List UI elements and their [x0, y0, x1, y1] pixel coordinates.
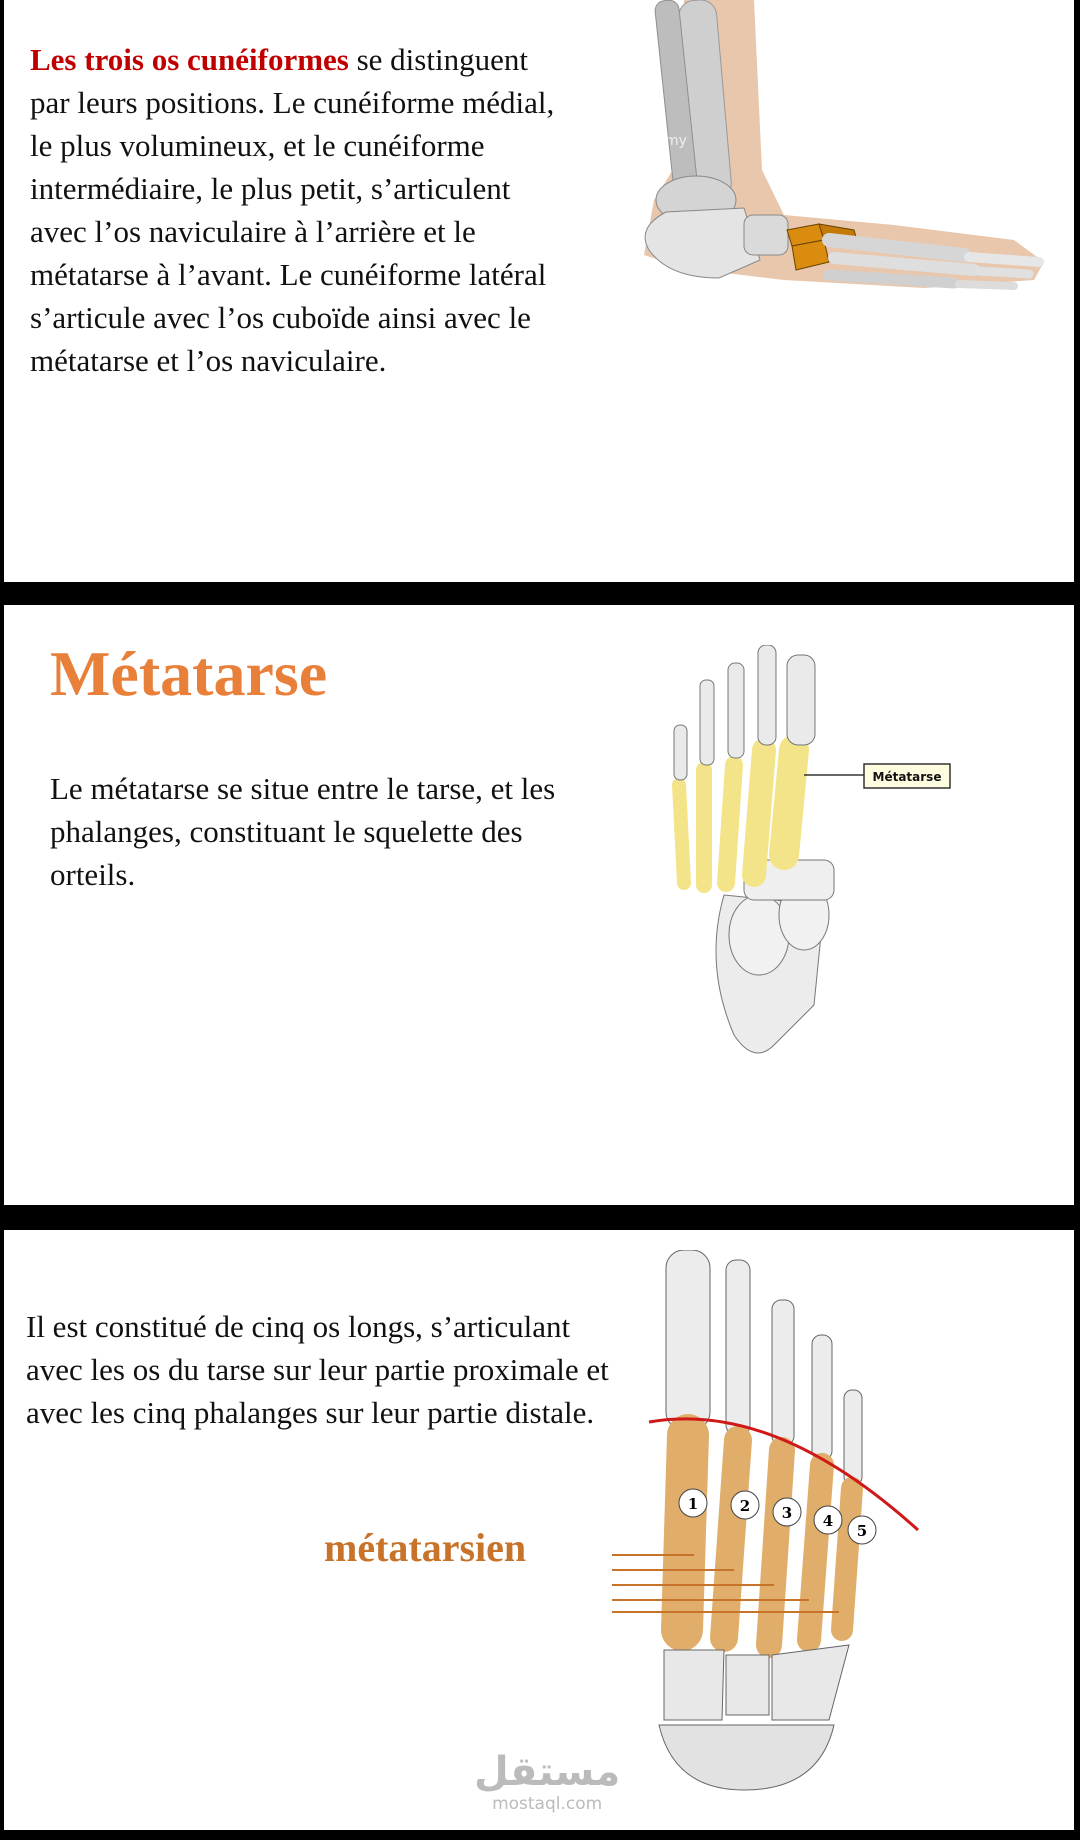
bone-number-2: 2: [739, 1497, 751, 1515]
slide-cuneiformes: [4, 0, 1074, 582]
bone-number-5: 5: [856, 1522, 868, 1540]
slide-metatarse: [4, 605, 1074, 1205]
metatarse-label: Métatarse: [872, 770, 942, 784]
watermark-latin: mostaql.com: [492, 1794, 603, 1814]
slide-metatarsien: [4, 1230, 1074, 1830]
cuneiform-paragraph: [30, 38, 570, 382]
foot-lateral-illustration: [624, 0, 1064, 360]
metatarsal-diagram: [604, 1250, 934, 1810]
cuneiform-text: se distinguent par leurs positions. Le cunéiforme médial, le plus volumineux, et le cunéiforme intermédiaire, le plus petit, s’articulent avec l’os naviculaire à l’arrière et le métatarse à l’avant. Le cunéiforme latéral s’articule avec l’os cuboïde ainsi avec le métatarse et l’os naviculaire.: [30, 42, 555, 378]
metatarsien-paragraph: Il est constitué de cinq os longs, s’articulant avec les os du tarse sur leur partie proximale et avec les cinq phalanges sur leur partie distale.: [26, 1309, 609, 1430]
alamy-watermark: alamy: [644, 133, 687, 149]
cuneiform-highlight: Les trois os cunéiformes: [30, 42, 349, 77]
bone-number-4: 4: [822, 1512, 834, 1530]
metatarse-paragraph: Le métatarse se situe entre le tarse, et les phalanges, constituant le squelette des orteils.: [50, 771, 556, 892]
bone-number-1: 1: [687, 1495, 699, 1513]
metatarsien-label: métatarsien: [324, 1525, 527, 1570]
bone-number-3: 3: [781, 1504, 793, 1522]
watermark-arabic: مستقل: [474, 1749, 621, 1795]
metatarse-title: Métatarse: [50, 638, 328, 709]
foot-dorsal-diagram: [664, 645, 984, 1065]
mostaql-watermark: [474, 1750, 620, 1814]
